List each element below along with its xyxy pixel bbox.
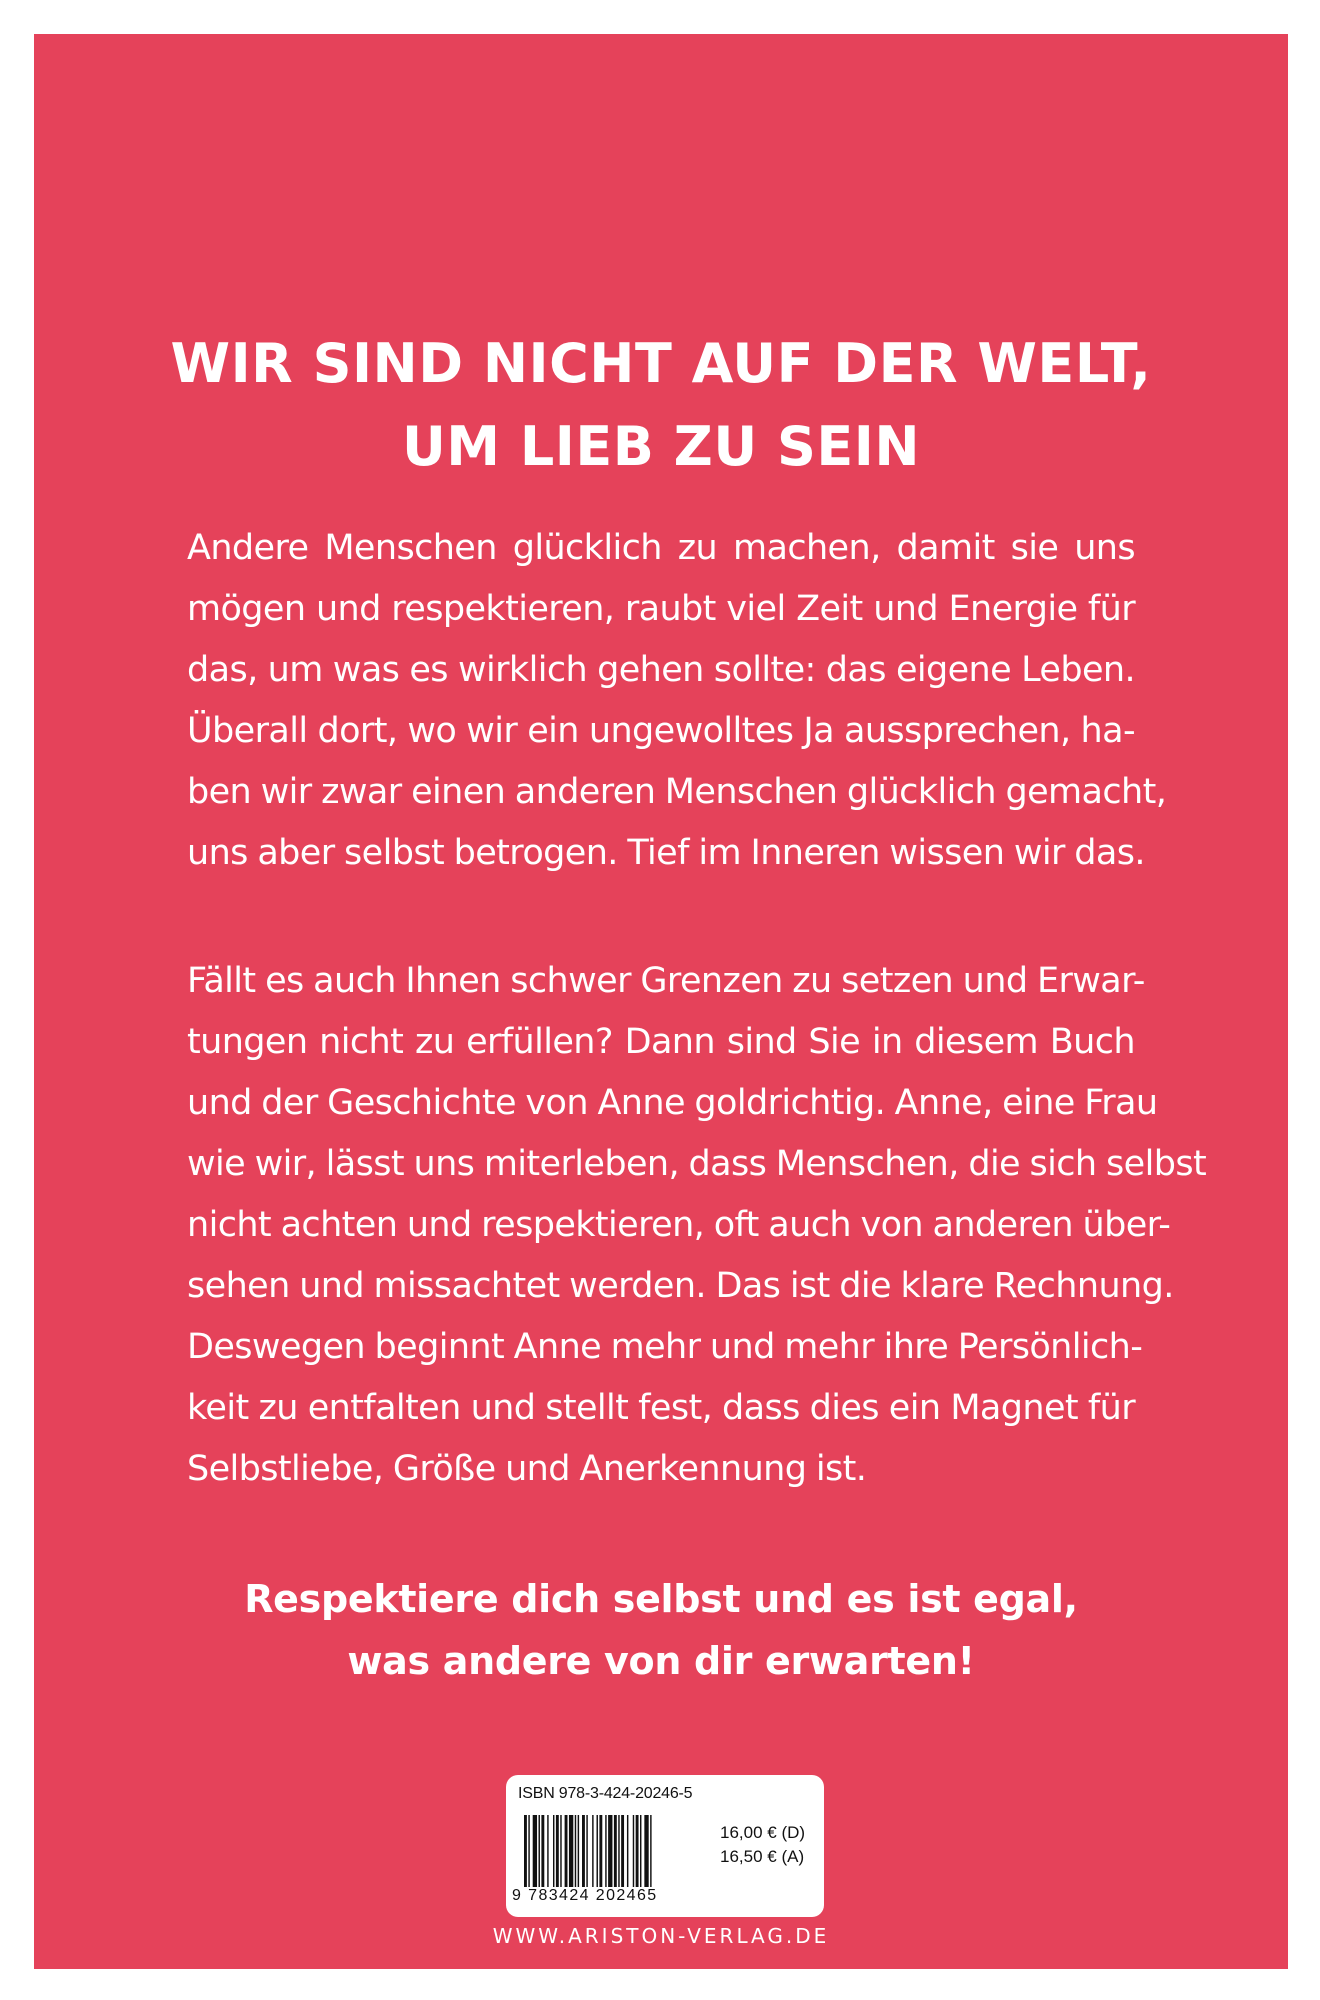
- price-austria: 16,50 € (A): [720, 1847, 805, 1866]
- paragraph-line: wie wir, lässt uns miterleben, dass Menschen, die sich selbst: [187, 1144, 1207, 1184]
- barcode-bar: [556, 1815, 559, 1887]
- blurb-paragraph-1: [187, 518, 1167, 884]
- barcode-bar: [541, 1815, 544, 1887]
- barcode-bar: [599, 1815, 602, 1887]
- barcode-bar: [528, 1815, 529, 1887]
- paragraph-line: Deswegen beginnt Anne mehr und mehr ihre Persönlich-: [187, 1327, 1143, 1367]
- barcode-bar: [627, 1815, 628, 1887]
- barcode-bar: [565, 1815, 568, 1887]
- paragraph-line: ben wir zwar einen anderen Menschen glücklich gemacht,: [187, 772, 1167, 812]
- headline: [34, 322, 1288, 488]
- barcode-bar: [614, 1815, 617, 1887]
- publisher-website: WWW.ARISTON-VERLAG.DE: [492, 1924, 830, 1948]
- isbn-text: ISBN 978-3-424-20246-5: [518, 1785, 693, 1802]
- paragraph-line: mögen und respektieren, raubt viel Zeit und Energie für: [187, 589, 1135, 629]
- paragraph-line: Fällt es auch Ihnen schwer Grenzen zu setzen und Erwar-: [187, 961, 1145, 1001]
- headline-line-2: UM LIEB ZU SEIN: [401, 415, 921, 478]
- barcode-bar: [597, 1815, 598, 1887]
- barcode-bar: [569, 1815, 573, 1887]
- barcode-bar: [633, 1815, 634, 1887]
- barcode-bar: [621, 1815, 624, 1887]
- barcode-bar: [582, 1815, 585, 1887]
- paragraph-line: keit zu entfalten und stellt fest, dass dies ein Magnet für: [187, 1388, 1135, 1428]
- paragraph-line: nicht achten und respektieren, oft auch von anderen über-: [187, 1205, 1171, 1245]
- blurb-paragraph-2: [187, 951, 1207, 1500]
- tagline: [34, 1568, 1288, 1692]
- headline-line-1: WIR SIND NICHT AUF DER WELT,: [170, 332, 1152, 395]
- paragraph-line: tungen nicht zu erfüllen? Dann sind Sie in diesem Buch: [187, 1022, 1135, 1062]
- barcode-bar: [539, 1815, 540, 1887]
- barcode-digits: 9 783424 202465: [512, 1887, 658, 1904]
- paragraph-line: und der Geschichte von Anne goldrichtig. Anne, eine Frau: [187, 1083, 1158, 1123]
- paragraph-line: Überall dort, wo wir ein ungewolltes Ja aussprechen, ha-: [187, 711, 1135, 751]
- paragraph-line: Andere Menschen glücklich zu machen, damit sie uns: [187, 528, 1135, 568]
- paragraph-line: das, um was es wirklich gehen sollte: das eigene Leben.: [187, 650, 1135, 690]
- barcode-label: [506, 1775, 824, 1917]
- barcode-bar: [605, 1815, 606, 1887]
- barcode-icon: [524, 1815, 710, 1887]
- barcode-bar: [644, 1815, 648, 1887]
- barcode-bar: [650, 1815, 651, 1887]
- barcode-bar: [636, 1815, 639, 1887]
- tagline-line-2: was andere von dir erwarten!: [347, 1639, 975, 1683]
- price-germany: 16,00 € (D): [720, 1823, 806, 1842]
- barcode-bar: [533, 1815, 537, 1887]
- barcode-bar: [524, 1815, 527, 1887]
- paragraph-line: sehen und missachtet werden. Das ist die klare Rechnung.: [187, 1266, 1174, 1306]
- tagline-line-1: Respektiere dich selbst und es ist egal,: [244, 1577, 1078, 1621]
- barcode-bar: [578, 1815, 579, 1887]
- barcode-bar: [553, 1815, 554, 1887]
- barcode-bar: [608, 1815, 612, 1887]
- back-cover: [34, 34, 1288, 1969]
- paragraph-line: uns aber selbst betrogen. Tief im Inneren wissen wir das.: [187, 833, 1145, 873]
- barcode-bar: [592, 1815, 593, 1887]
- barcode-bar: [586, 1815, 587, 1887]
- barcode-bar: [575, 1815, 576, 1887]
- barcode-bar: [560, 1815, 561, 1887]
- paragraph-line: Selbstliebe, Größe und Anerkennung ist.: [187, 1449, 867, 1489]
- barcode-bar: [618, 1815, 619, 1887]
- barcode-bar: [640, 1815, 641, 1887]
- barcode-bar: [547, 1815, 548, 1887]
